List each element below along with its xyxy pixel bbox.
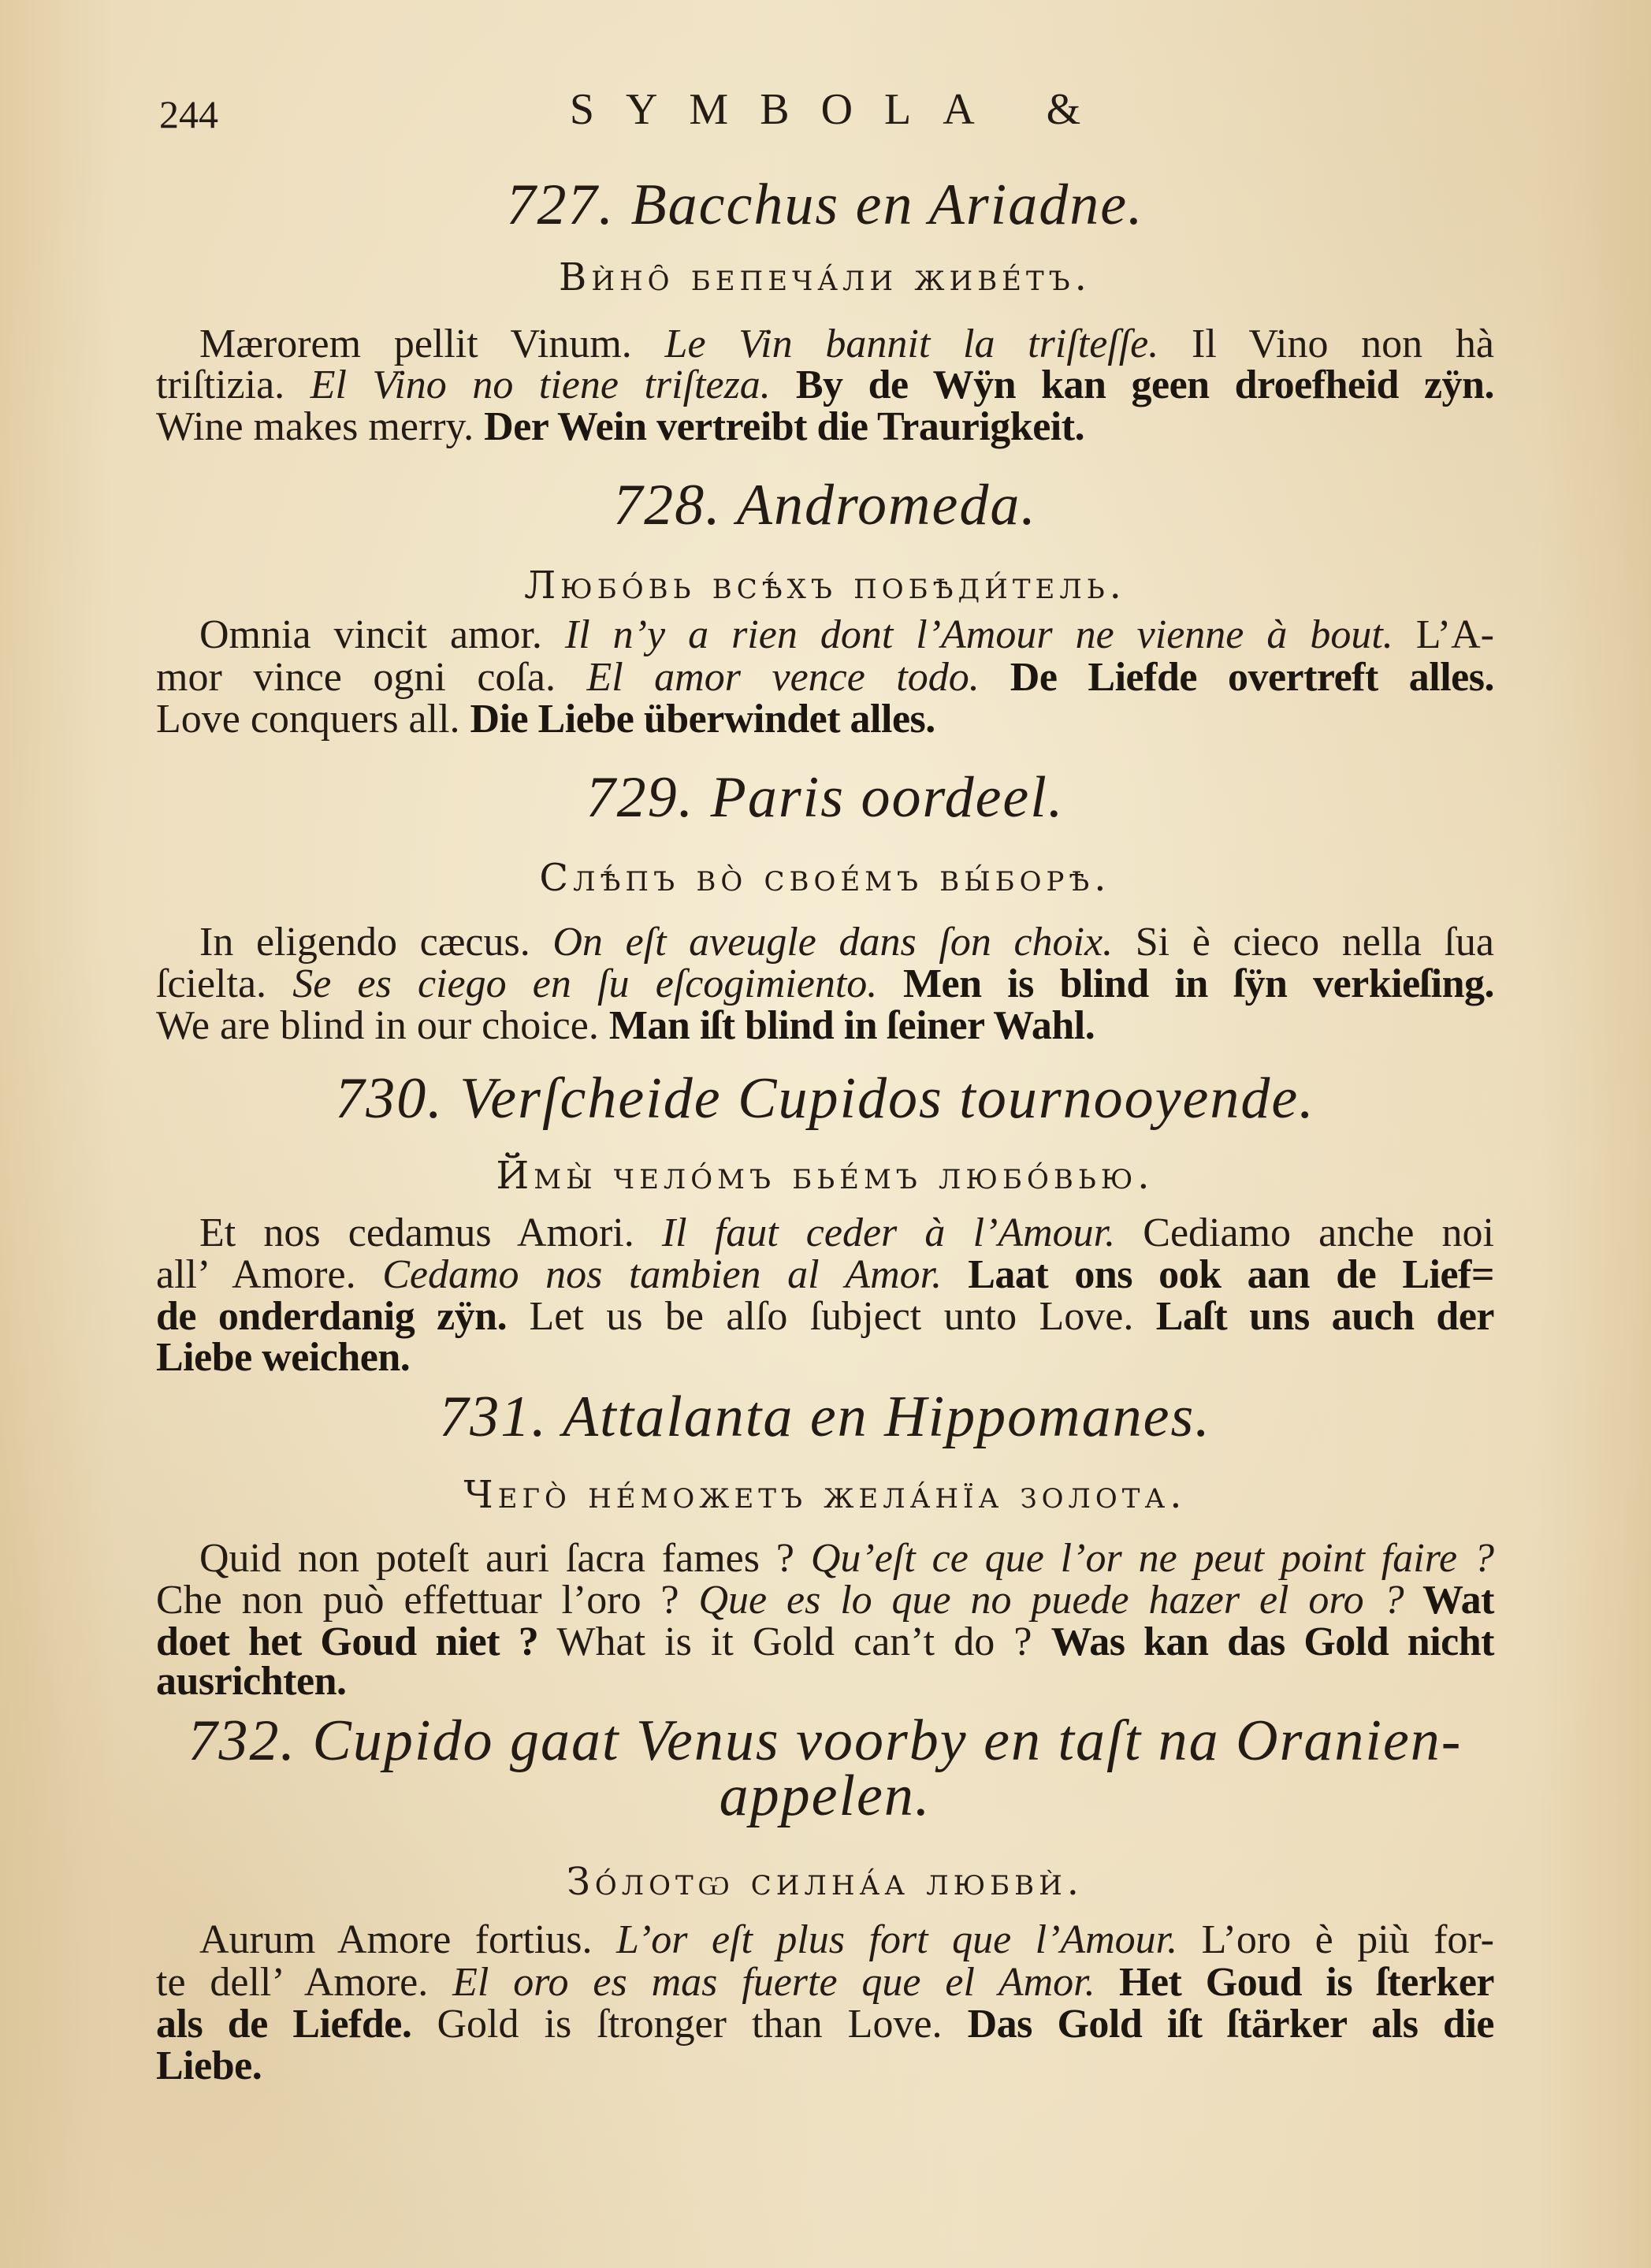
blackletter-text: Das Gold iſt ſtärker als die [967,2002,1494,2047]
italic-text: On eſt aveugle dans ſon choix. [552,920,1114,965]
italic-text: Cedamo nos tambien al Amor. [382,1252,943,1297]
roman-text: Omnia vincit amor. [199,612,565,657]
text-line [156,1003,1095,1048]
text-line [156,1580,1494,1621]
blackletter-text: By de Wÿn kan geen droefheid zÿn. [770,363,1494,407]
roman-text: In eligendo cæcus. [199,920,553,965]
roman-text: What is it Gold can’t do ? [538,1619,1051,1664]
entry-title: 730. Verſcheide Cupidos tournooyende. [335,1066,1315,1131]
blackletter-text: De Liefde overtreft alles. [979,655,1494,700]
blackletter-text: Laſt uns auch der [1155,1294,1494,1339]
blackletter-text: de onderdanig zÿn. [156,1294,508,1339]
roman-text: mor vince ogni coſa. [156,655,587,700]
roman-text: Love conquers all. [156,697,470,742]
blackletter-text: Laat ons ook aan de Lief= [942,1252,1494,1297]
roman-text: Aurum Amore fortius. [199,1917,616,1962]
entry-title: 727. Bacchus en Ariadne. [506,173,1144,237]
roman-text: te dell’ Amore. [156,1960,453,2005]
roman-text: Che non può effettuar l’oro ? [156,1578,699,1623]
blackletter-text: Men is blind in ſÿn verkieſing. [877,961,1494,1006]
entry-title: appelen. [719,1764,931,1828]
italic-text: Que es lo que no puede hazer el oro ? [698,1578,1404,1623]
italic-text: Le Vin bannit la triſteſſe. [664,322,1159,366]
italic-text: El amor vence todo. [586,655,980,700]
blackletter-text: Het Goud is ſterker [1095,1960,1494,2005]
running-head: SYMBOLA & [569,85,1113,134]
text-line [199,612,1494,657]
entry-title: 732. Cupido gaat Venus voorby en taſt na Oranien- [188,1708,1463,1773]
text-line [156,1296,1494,1337]
text-line [199,922,1494,963]
roman-text: Let us be alſo ſubject unto Love. [507,1294,1156,1339]
blackletter-text: ausrichten. [156,1659,347,1704]
roman-text: Cediamo anche noi [1115,1210,1495,1255]
italic-text: El oro es mas fuerte que el Amor. [452,1960,1095,2005]
text-line [156,1337,410,1378]
roman-text: L’A- [1393,612,1494,657]
blackletter-text: doet het Goud niet ? [156,1619,539,1664]
roman-text: Quid non poteſt auri ſacra fames ? [199,1536,811,1581]
italic-text: Se es ciego en ſu eſcogimiento. [292,961,878,1006]
roman-text: triſtizia. [156,363,310,407]
roman-text: Et nos cedamus Amori. [199,1210,662,1255]
roman-text: Il Vino non hà [1158,322,1494,366]
text-line [156,1252,1494,1297]
roman-text: Si è cieco nella ſua [1113,920,1494,965]
roman-text: Gold is ſtronger than Love. [411,2002,968,2047]
entry-motto: Чего̀ не́можетъ жела́нїа золота. [463,1473,1187,1517]
roman-text: Wine makes merry. [156,404,485,449]
roman-text: L’oro è più for- [1177,1917,1495,1962]
roman-text: We are blind in our choice. [156,1003,609,1048]
text-line [156,404,1085,449]
entry-motto: Любо́вь всѣ́хъ побѣди́тель. [524,563,1126,608]
blackletter-text: Liebe weichen. [156,1335,411,1380]
italic-text: Il n’y a rien dont l’Amour ne vienne à bout. [564,612,1393,657]
blackletter-text: Wat [1404,1578,1494,1623]
text-line [156,2043,262,2088]
text-line [156,699,935,740]
entry-title: 729. Paris oordeel. [586,765,1065,830]
roman-text: ſcielta. [156,961,293,1006]
italic-text: Qu’eſt ce que l’or ne peut point faire ? [810,1536,1495,1581]
blackletter-text: Man iſt blind in ſeiner Wahl. [608,1003,1095,1048]
entry-title: 728. Andromeda. [613,473,1037,537]
blackletter-text: als de Liefde. [156,2002,412,2047]
entry-title: 731. Attalanta en Hippomanes. [439,1385,1211,1449]
text-line [156,365,1494,406]
italic-text: Il faut ceder à l’Amour. [661,1210,1116,1255]
text-line [199,1538,1494,1579]
blackletter-text: Der Wein vertreibt die Traurigkeit. [484,404,1085,449]
blackletter-text: Was kan das Gold nicht [1050,1619,1494,1664]
italic-text: L’or eſt plus fort que l’Amour. [615,1917,1178,1962]
text-line [156,1962,1494,2003]
text-line [156,1619,1494,1664]
text-line [199,1917,1495,1962]
text-line [156,2004,1494,2045]
text-line [199,324,1494,365]
text-line [199,1210,1495,1255]
italic-text: El Vino no tiene triſteza. [310,363,771,407]
entry-motto: Слѣ́пъ во̀ свое́мъ вы́борѣ. [539,856,1111,900]
text-line [156,961,1494,1006]
blackletter-text: Die Liebe überwindet alles. [470,697,935,742]
entry-motto: Вѝно̑ бепеча́ли живе́тъ. [559,255,1091,299]
blackletter-text: Liebe. [156,2043,262,2088]
text-line [156,1661,347,1702]
page-number: 244 [159,92,218,136]
text-line [156,657,1494,698]
roman-text: Mærorem pellit Vinum. [199,322,665,366]
roman-text: all’ Amore. [156,1252,383,1297]
entry-motto: Ймы̀ чело́мъ бье́мъ любо́вью. [496,1154,1155,1198]
entry-motto: Зо́лотѡ силна́а любвѝ. [566,1860,1084,1904]
